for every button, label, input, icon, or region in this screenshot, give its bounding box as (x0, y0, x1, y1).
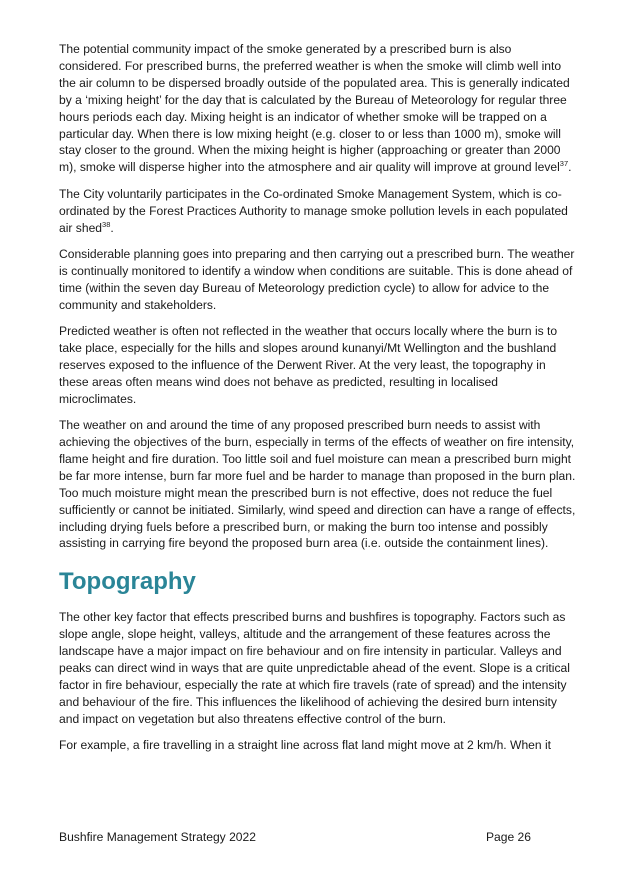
page-footer (59, 829, 531, 845)
paragraph-smoke-impact: The potential community impact of the smoke generated by a prescribed burn is also considered. For prescribed burns, the preferred weather is when the smoke will climb well into the air column to be dispersed broadly outside of the populated area. This is generally indicated by a ‘mixing height’ for the day that is calculated by the Bureau of Meteorology for regular three hours periods each day. Mixing height is an indicator of whether smoke will be trapped on a particular day. When there is low mixing height (e.g. closer to or less than 1000 m), smoke will stay closer to the ground. When the mixing height is higher (approaching or greater than 2000 m), smoke will disperse higher into the atmosphere and air quality will improve at ground level$^{37}$. (59, 42, 572, 175)
paragraph-example: For example, a fire travelling in a straight line across flat land might move at 2 km/h. When it (59, 738, 552, 753)
footer-page-number: Page 26 (485, 830, 531, 844)
paragraph-planning: Considerable planning goes into preparing and then carrying out a prescribed burn. The weather is continually monitored to identify a window when conditions are suitable. This is done ahead of time (within the seven day Bureau of Meteorology prediction cycle) to allow for advice to the community and stakeholders. (59, 246, 575, 312)
footnote-marker[interactable]: 37 (559, 159, 569, 169)
footnote-marker[interactable]: 38 (102, 219, 111, 229)
section-heading-topography: Topography (59, 568, 196, 596)
paragraph-smoke-management-system: The City voluntarily participates in the Co-ordinated Smoke Management System, which is co-ordinated by the Forest Practices Authority to manage smoke pollution levels in each populated air shed$^{38}$. (59, 186, 568, 235)
paragraph-burn-weather: The weather on and around the time of any proposed prescribed burn needs to assist with achieving the objectives of the burn, especially in terms of the effects of weather on fire intensity, flame height and fire duration. Too little soil and fuel moisture can mean a prescribed burn might be far more intense, burn far more fuel and be harder to manage than proposed in the burn plan. Too much moisture might mean the prescribed burn is not effective, does not reduce the fuel sufficiently or cannot be initiated. Similarly, wind speed and direction can have a range of effects, including drying fuels before a prescribed burn, or making the burn too intense and possibly assisting in carrying fire beyond the proposed burn area (i.e. outside the containment lines). (59, 418, 576, 551)
paragraph-text: The City voluntarily participates in the Co-ordinated Smoke Management System, which is co-ordinated by the Forest Practices Authority to manage smoke pollution levels in each populated air shed (59, 186, 568, 235)
page-content (59, 41, 577, 764)
paragraph-text: The potential community impact of the smoke generated by a prescribed burn is also considered. For prescribed burns, the preferred weather is when the smoke will climb well into the air column to be dispersed broadly outside of the populated area. This is generally indicated by a ‘mixing height’ for the day that is calculated by the Bureau of Meteorology for regular three hours periods each day. Mixing height is an indicator of whether smoke will be trapped on a particular day. When there is low mixing height (e.g. closer to or less than 1000 m), smoke will stay closer to the ground. When the mixing height is higher (approaching or greater than 2000 m), smoke will disperse higher into the atmosphere and air quality will improve at ground level (59, 42, 570, 175)
paragraph-predicted-weather: Predicted weather is often not reflected in the weather that occurs locally where the burn is to take place, especially for the hills and slopes around kunanyi/Mt Wellington and the bushland reserves exposed to the influence of the Derwent River. At the very least, the topography in these areas often means wind does not behave as predicted, resulting in localised microclimates. (59, 324, 558, 406)
paragraph-topography-factors: The other key factor that effects prescribed burns and bushfires is topography. Factors such as slope angle, slope height, valleys, altitude and the arrangement of these features across the landscape have a major impact on fire behaviour and on fire intensity in particular. Valleys and peaks can direct wind in ways that are quite unpredictable ahead of the event. Slope is a critical factor in fire behaviour, especially the rate at which fire travels (rate of spread) and the intensity and behaviour of the fire. This influences the likelihood of achieving the desired burn intensity and impact on vegetation but also threatens effective control of the burn. (59, 610, 570, 726)
footer-document-title: Bushfire Management Strategy 2022 (59, 830, 256, 844)
